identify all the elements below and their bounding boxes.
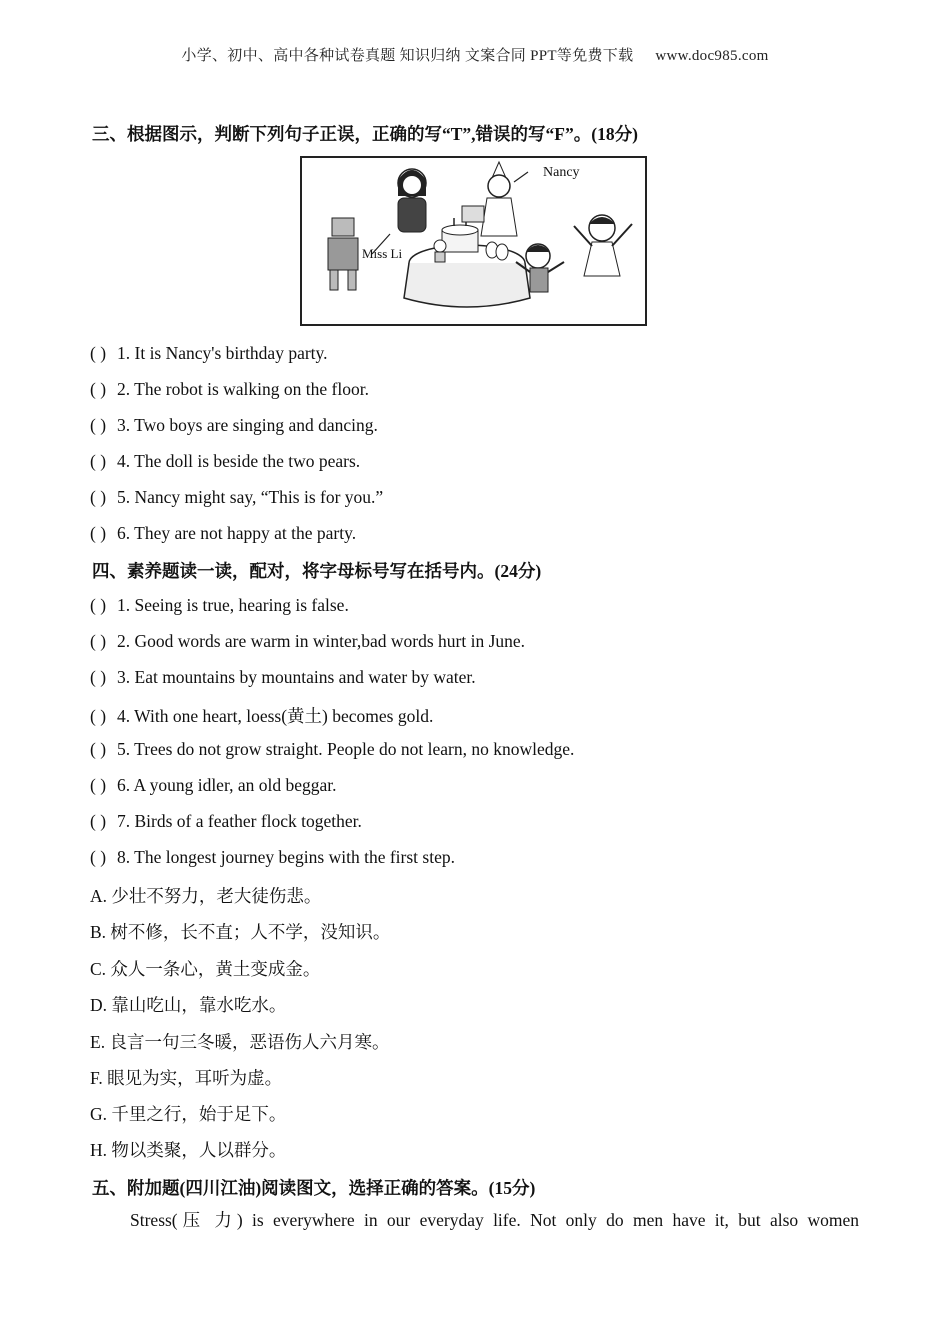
- answer-blank[interactable]: ( ): [90, 595, 107, 615]
- s4-item-3: [90, 667, 476, 688]
- item-text: 5. Nancy might say, “This is for you.”: [117, 487, 384, 507]
- s3-item-6: [90, 523, 356, 544]
- item-text: 6. They are not happy at the party.: [117, 523, 357, 543]
- item-text: 8. The longest journey begins with the first step.: [117, 847, 455, 867]
- header-text: 小学、初中、高中各种试卷真题 知识归纳 文案合同 PPT等免费下载: [181, 48, 634, 64]
- answer-blank[interactable]: ( ): [90, 631, 107, 651]
- page-header: [0, 44, 950, 65]
- miss-li-label: Miss Li: [362, 246, 403, 261]
- item-text: 4. With one heart, loess(黄土) becomes gold.: [117, 706, 434, 726]
- s4-option-c: C. 众人一条心，黄土变成金。: [90, 959, 321, 979]
- s3-item-1: [90, 343, 328, 364]
- s3-item-2: [90, 379, 369, 400]
- s4-option-d: D. 靠山吃山，靠水吃水。: [90, 995, 287, 1015]
- s4-item-1: [90, 595, 349, 616]
- s3-item-3: [90, 415, 378, 436]
- item-text: 3. Two boys are singing and dancing.: [117, 415, 378, 435]
- s4-option-h: H. 物以类聚，人以群分。: [90, 1140, 287, 1160]
- item-text: 1. Seeing is true, hearing is false.: [117, 595, 349, 615]
- answer-blank[interactable]: ( ): [90, 415, 107, 435]
- item-text: 5. Trees do not grow straight. People do not learn, no knowledge.: [117, 739, 575, 759]
- s4-option-f: F. 眼见为实，耳听为虚。: [90, 1068, 283, 1088]
- answer-blank[interactable]: ( ): [90, 487, 107, 507]
- answer-blank[interactable]: ( ): [90, 523, 107, 543]
- section3-title: 三、根据图示，判断下列句子正误，正确的写“T”,错误的写“F”。(18分): [92, 124, 638, 144]
- item-text: 4. The doll is beside the two pears.: [117, 451, 361, 471]
- item-text: 2. Good words are warm in winter,bad words hurt in June.: [117, 631, 526, 651]
- item-text: 7. Birds of a feather flock together.: [117, 811, 362, 831]
- s4-item-2: [90, 631, 525, 652]
- item-text: 2. The robot is walking on the floor.: [117, 379, 369, 399]
- item-text: 1. It is Nancy's birthday party.: [117, 343, 328, 363]
- s4-item-6: [90, 775, 336, 796]
- answer-blank[interactable]: ( ): [90, 451, 107, 471]
- answer-blank[interactable]: ( ): [90, 775, 107, 795]
- answer-blank[interactable]: ( ): [90, 667, 107, 687]
- answer-blank[interactable]: ( ): [90, 811, 107, 831]
- section5-paragraph: Stress(压 力) is everywhere in our everyday life. Not only do men have it, but also women: [130, 1210, 859, 1230]
- s4-option-a: A. 少壮不努力，老大徒伤悲。: [90, 886, 322, 906]
- answer-blank[interactable]: ( ): [90, 706, 107, 726]
- item-text: 3. Eat mountains by mountains and water by water.: [117, 667, 476, 687]
- answer-blank[interactable]: ( ): [90, 379, 107, 399]
- s4-item-8: [90, 847, 455, 868]
- item-text: 6. A young idler, an old beggar.: [117, 775, 337, 795]
- answer-blank[interactable]: ( ): [90, 739, 107, 759]
- header-site: www.doc985.com: [655, 48, 769, 64]
- s4-option-e: E. 良言一句三冬暖，恶语伤人六月寒。: [90, 1032, 390, 1052]
- section4-title: 四、素养题读一读，配对，将字母标号写在括号内。(24分): [92, 561, 542, 581]
- answer-blank[interactable]: ( ): [90, 847, 107, 867]
- s4-option-b: B. 树不修，长不直；人不学，没知识。: [90, 922, 391, 942]
- answer-blank[interactable]: ( ): [90, 343, 107, 363]
- s4-item-5: [90, 739, 574, 760]
- section5-title: 五、附加题(四川江油)阅读图文，选择正确的答案。(15分): [92, 1178, 536, 1198]
- s3-item-4: [90, 451, 360, 472]
- s4-item-4: [90, 703, 433, 728]
- s4-option-g: G. 千里之行，始于足下。: [90, 1104, 287, 1124]
- s3-item-5: [90, 487, 383, 508]
- party-illustration: [300, 156, 647, 326]
- nancy-label: Nancy: [543, 165, 580, 180]
- s4-item-7: [90, 811, 362, 832]
